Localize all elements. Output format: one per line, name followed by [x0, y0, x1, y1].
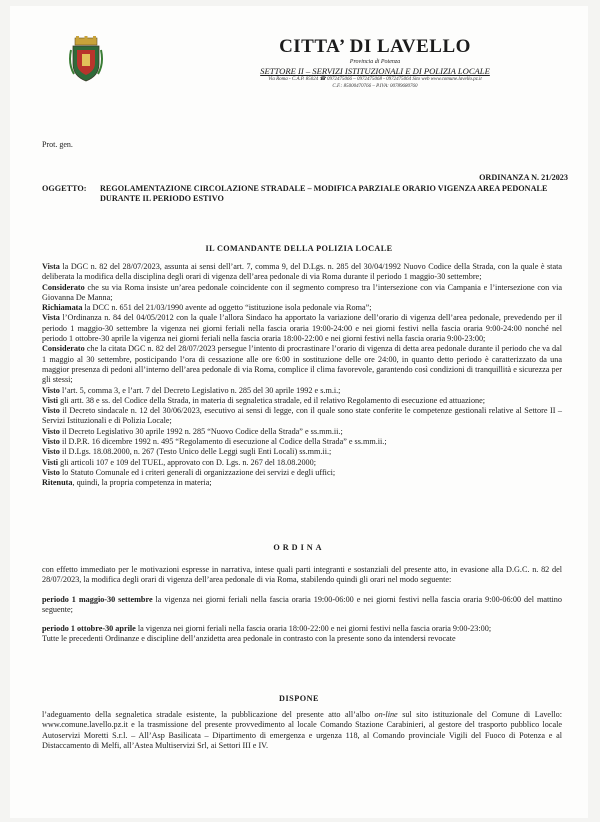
- recital-paragraph: Vista la DGC n. 82 del 28/07/2023, assunta ai sensi dell’art. 7, comma 9, del D.Lgs. n. 285 del 30/04/1992 Nuovo Codice della Strada, con la quale è stata deliberata la modifica della disciplina degli orari di vigenza dell’area pedonale di via Roma durante il periodo 1 maggio-30 settembre;: [42, 262, 562, 282]
- recital-paragraph: Considerato che su via Roma insiste un’area pedonale coincidente con il segmento compreso tra l’intersezione con via Campania e l’intersezione con via Giovanna De Manna;: [42, 282, 562, 302]
- subject-label: OGGETTO:: [42, 184, 87, 193]
- recital-paragraph: Richiamata la DCC n. 651 del 21/03/1990 avente ad oggetto “istituzione isola pedonale via Roma”;: [42, 303, 372, 313]
- protocol-label: Prot. gen.: [42, 140, 73, 149]
- dispone-section: [42, 710, 562, 751]
- dispone-paragraph: l’adeguamento della segnaletica stradale esistente, la pubblicazione del presente atto all’albo on-line sul sito istituzionale del Comune di Lavello: www.comune.lavello.pz.it e la trasmissione del presente provvedimento al locale Comando Stazione Carabinieri, al gestore del trasporto pubblico locale Autoservizi Moretti S.r.l. – All’Asp Basilicata – Dipartimento di emergenza e urgenza 118, al Comando provinciale Vigili del Fuoco di Potenza e al Distaccamento di Melfi, all’Astea Multiservizi Srl, ai Settori III e IV.: [42, 710, 562, 750]
- recital-paragraph: Visto il Decreto sindacale n. 12 del 30/06/2023, esecutivo ai sensi di legge, con il quale sono state conferite le competenze gestionali relative al Settore II – Servizi Istituzionali e di Polizia Locale;: [42, 406, 562, 426]
- recital-paragraph: Considerato che la citata DGC n. 82 del 28/07/2023 persegue l’intento di procrastinare l’orario di vigenza di detta area pedonale durante il periodo che va dal 1 maggio al 30 settembre, posticipando l’ora di cessazione alle ore 6:00 in sostituzione delle ore 24:00, in quanto detto periodo è caratterizzato da una maggior presenza di pedoni all’interno dell’area pedonale di via Roma, complice il clima favorevole, garantendo così condizioni di tranquillità e sicurezza per gli stessi;: [42, 344, 562, 385]
- recital-paragraph: Visto lo Statuto Comunale ed i criteri generali di organizzazione dei servizi e degli uffici;: [42, 467, 336, 477]
- subject-block: [42, 184, 562, 205]
- recital-paragraph: Visto il D.Lgs. 18.08.2000, n. 267 (Testo Unico delle Leggi sugli Enti Locali) ss.mm.ii.;: [42, 447, 332, 457]
- tax-code-line: C.F.: 85000470766 – P.IVA: 00789680760: [332, 83, 418, 89]
- recital-paragraph: Vista l’Ordinanza n. 84 del 04/05/2012 con la quale l’allora Sindaco ha apportato la variazione dell’orario di vigenza dell’area pedonale, prevedendo per il periodo 1 maggio-30 settembre la vigenza nei giorni feriali nella fascia oraria 19:00-24:00 e nei giorni festivi nella fascia oraria 9:00-24:00 nonché nel periodo 1 ottobre-30 aprile la vigenza nei giorni feriali nella fascia oraria 18:00-22:00 e nei giorni festivi nella fascia oraria 9:00-23:00;: [42, 313, 562, 344]
- address-line: Via Roma - C.A.P. 85024 ☎ 0972475066 – 0972475068 - 0972475064 Sito web www.comune.lavello.pz.it: [268, 77, 482, 82]
- recital-paragraph: Visto il Decreto Legislativo 30 aprile 1992 n. 285 “Nuovo Codice della Strada” e ss.mm.ii.;: [42, 426, 343, 436]
- subject-text: REGOLAMENTAZIONE CIRCOLAZIONE STRADALE – MODIFICA PARZIALE ORARIO VIGENZA AREA PEDONALE DURANTE IL PERIODO ESTIVO: [100, 184, 548, 204]
- issuer-heading: IL COMANDANTE DELLA POLIZIA LOCALE: [205, 244, 393, 253]
- province-line: Provincia di Potenza: [349, 59, 401, 65]
- recital-paragraph: Ritenuta, quindi, la propria competenza in materia;: [42, 478, 212, 488]
- recital-paragraph: Visto l’art. 5, comma 3, e l’art. 7 del Decreto Legislativo n. 285 del 30 aprile 1992 e s.m.i.;: [42, 385, 341, 395]
- recital-paragraph: Visto il D.P.R. 16 dicembre 1992 n. 495 “Regolamento di esecuzione al Codice della Strada” e ss.mm.ii.;: [42, 437, 387, 447]
- settore-line: SETTORE II – SERVIZI ISTITUZIONALI E DI POLIZIA LOCALE: [260, 66, 490, 76]
- dispone-heading: DISPONE: [279, 694, 319, 703]
- letterhead: [210, 36, 540, 90]
- ordina-section: [42, 565, 562, 645]
- recitals: [42, 262, 562, 489]
- city-title: CITTA’ DI LAVELLO: [279, 36, 471, 57]
- period-winter: periodo 1 ottobre-30 aprile la vigenza nei giorni feriali nella fascia oraria 18:00-22:00 e nei giorni festivi nella fascia oraria 9:00-23:00;: [42, 624, 492, 634]
- ordina-heading: ORDINA: [273, 543, 325, 552]
- ordina-intro: con effetto immediato per le motivazioni espresse in narrativa, intese quali parti integranti e sostanziali del presente atto, in evasione alla D.G.C. n. 82 del 28/07/2023, la modifica degli orari di vigenza dell’area pedonale di via Roma, stabilendo quindi gli orari nel modo seguente:: [42, 565, 562, 585]
- coat-of-arms-icon: [68, 36, 104, 82]
- period-summer: periodo 1 maggio-30 settembre la vigenza nei giorni feriali nella fascia oraria 19:00-06:00 e nei giorni festivi nella fascia oraria 9:00-06:00 del mattino seguente;: [42, 594, 562, 614]
- document-page: [10, 6, 588, 818]
- ordinance-number: ORDINANZA N. 21/2023: [479, 173, 568, 182]
- revocation-note: Tutte le precedenti Ordinanze e discipline dell’anzidetta area pedonale in contrasto con la presente sono da intendersi revocate: [42, 634, 456, 644]
- recital-paragraph: Visti gli articoli 107 e 109 del TUEL, approvato con D. Lgs. n. 267 del 18.08.2000;: [42, 457, 317, 467]
- recital-paragraph: Visti gli artt. 38 e ss. del Codice della Strada, in materia di segnaletica stradale, ed il relativo Regolamento di esecuzione ed attuazione;: [42, 395, 486, 405]
